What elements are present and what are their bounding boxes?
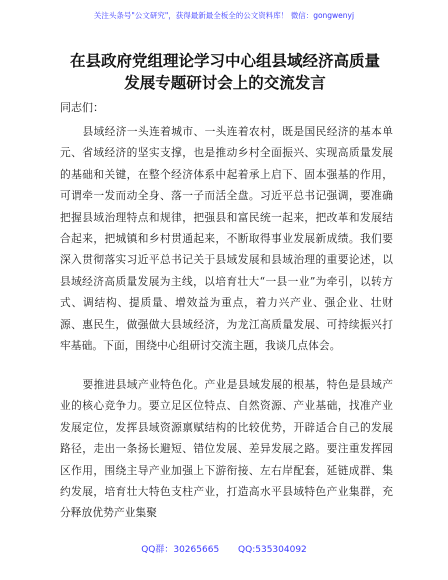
title-line-1: 在县政府党组理论学习中心组县域经济高质量 [69, 52, 380, 70]
paragraph-1: 县域经济一头连着城市、一头连着农村，既是国民经济的基本单元、省域经济的坚实支撑，也是推动乡村全面振兴、实现高质量发展的基础和关键，在整个经济体系中起着承上启下、固本强基的作用，可谓牵一发而动全身、落一子而活全盘。习近平总书记强调，要准确把握县域治理特点和规律，把强县和富民统一起来，把改革和发展结合起来，把城镇和乡村贯通起来，不断取得事业发展新成绩。我们要深入贯彻落实习近平总书记关于县域发展和县域治理的重要论述，以县域经济高质量发展为主线，以培育壮大“一县一业”为牵引，以转方式、调结构、提质量、增效益为重点，着力兴产业、强企业、壮财源、惠民生，做强做大县域经济，为龙江高质量发展、可持续振兴打牢基础。下面，围绕中心组研讨交流主题，我谈几点体会。 [60, 125, 393, 353]
footer-qq-contact: QQ:535304092 [238, 545, 307, 555]
footer [0, 542, 448, 555]
paragraph-2: 要推进县域产业特色化。产业是县域发展的根基，特色是县域产业的核心竞争力。要立足区位特点、自然资源、产业基础，找准产业发展定位，发挥县域资源禀赋结构的比较优势，开辟适合自己的发展路径，走出一条扬长避短、错位发展、差异发展之路。要注重发挥园区作用，围绕主导产业加强上下游衔接、左右岸配套，延链成群、集约发展，培育壮大特色支柱产业，打造高水平县域特色产业集群，充分释放优势产业集聚 [60, 378, 393, 520]
salutation: 同志们： [60, 101, 104, 114]
footer-qq-group: QQ群：30265665 [141, 545, 220, 555]
page-title [30, 50, 420, 94]
header-note: 关注头条号"公文研究"，获得最新最全板全的公文资料库！ 微信：gongwenyj [93, 11, 355, 20]
title-line-2: 发展专题研讨会上的交流发言 [124, 74, 326, 92]
